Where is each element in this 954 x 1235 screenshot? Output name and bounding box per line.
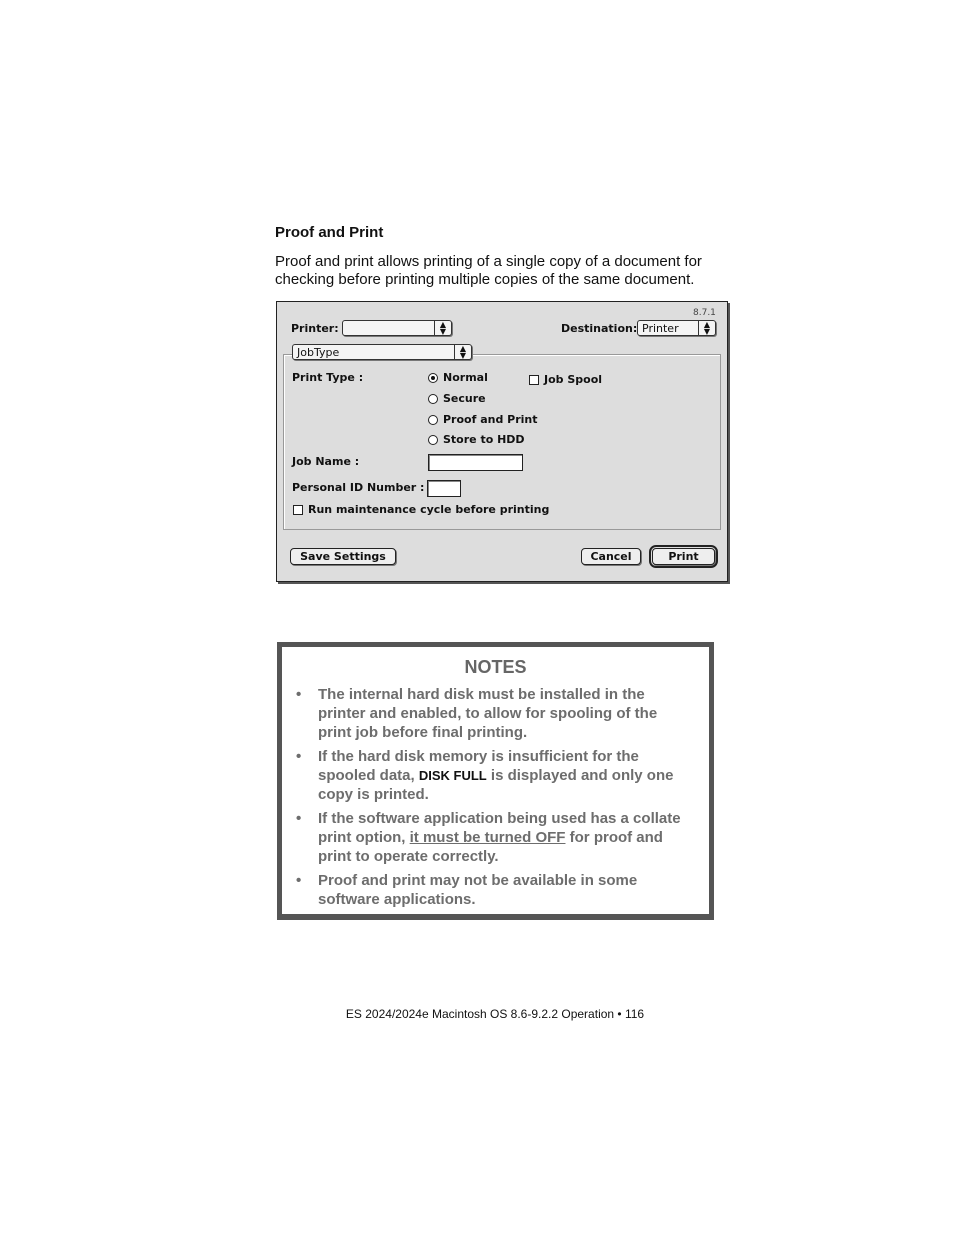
destination-popup[interactable] xyxy=(637,320,716,336)
note-text: is displayed and only one copy is printed. xyxy=(318,767,674,803)
radio-proof-and-print[interactable] xyxy=(428,415,438,425)
job-name-field[interactable] xyxy=(428,454,523,471)
job-spool-label: Job Spool xyxy=(544,373,603,386)
section-title: Proof and Print xyxy=(275,224,384,241)
version-label: 8.7.1 xyxy=(693,308,716,318)
note-text: for proof and print to operate correctly. xyxy=(318,829,663,865)
radio-proof-and-print-label: Proof and Print xyxy=(443,413,538,426)
note-text: If the hard disk memory is insufficient for the spooled data, xyxy=(318,748,639,784)
print-dialog-screenshot xyxy=(276,301,728,582)
destination-value: Printer xyxy=(642,322,679,335)
job-name-label: Job Name : xyxy=(292,455,360,468)
note-text: Proof and print may not be available in some software applications. xyxy=(318,872,638,908)
job-spool-checkbox[interactable] xyxy=(529,375,539,385)
note-text: If the software application being used has a collate print option, xyxy=(318,810,681,846)
radio-store-to-hdd-label: Store to HDD xyxy=(443,433,525,446)
maintenance-label: Run maintenance cycle before printing xyxy=(308,503,550,516)
popup-arrows-icon: ▲ ▼ xyxy=(434,321,451,335)
print-type-label: Print Type : xyxy=(292,371,364,384)
radio-store-to-hdd[interactable] xyxy=(428,435,438,445)
radio-secure[interactable] xyxy=(428,394,438,404)
radio-normal[interactable] xyxy=(428,373,438,383)
radio-secure-label: Secure xyxy=(443,392,486,405)
radio-normal-label: Normal xyxy=(443,371,488,384)
popup-arrows-icon: ▲ ▼ xyxy=(454,345,471,359)
note-text: The internal hard disk must be installed in the printer and enabled, to allow for spooling of the print job before final printing. xyxy=(318,686,658,741)
printer-label: Printer: xyxy=(291,322,339,335)
intro-paragraph: Proof and print allows printing of a single copy of a document for checking before printing multiple copies of the same document. xyxy=(275,253,702,288)
notes-list xyxy=(292,685,692,914)
pin-label: Personal ID Number : xyxy=(292,481,425,494)
printer-popup[interactable] xyxy=(342,320,452,336)
cancel-button[interactable]: Cancel xyxy=(581,548,641,565)
list-item xyxy=(292,685,692,742)
destination-label: Destination: xyxy=(561,322,638,335)
list-item xyxy=(292,871,692,909)
note-emphasis: it must be turned OFF xyxy=(409,829,566,846)
popup-arrows-icon: ▲ ▼ xyxy=(698,321,715,335)
disk-full-message: DISK FULL xyxy=(418,768,487,783)
panel-popup[interactable] xyxy=(292,344,472,360)
list-item xyxy=(292,747,692,804)
save-settings-button[interactable]: Save Settings xyxy=(290,548,396,565)
panel-popup-value: JobType xyxy=(297,346,340,359)
notes-title: NOTES xyxy=(464,657,527,677)
notes-box xyxy=(277,642,714,920)
print-button[interactable]: Print xyxy=(652,548,715,565)
page-footer: ES 2024/2024e Macintosh OS 8.6-9.2.2 Operation • 116 xyxy=(345,1007,645,1021)
list-item xyxy=(292,809,692,866)
pin-field[interactable] xyxy=(427,480,461,497)
maintenance-checkbox[interactable] xyxy=(293,505,303,515)
